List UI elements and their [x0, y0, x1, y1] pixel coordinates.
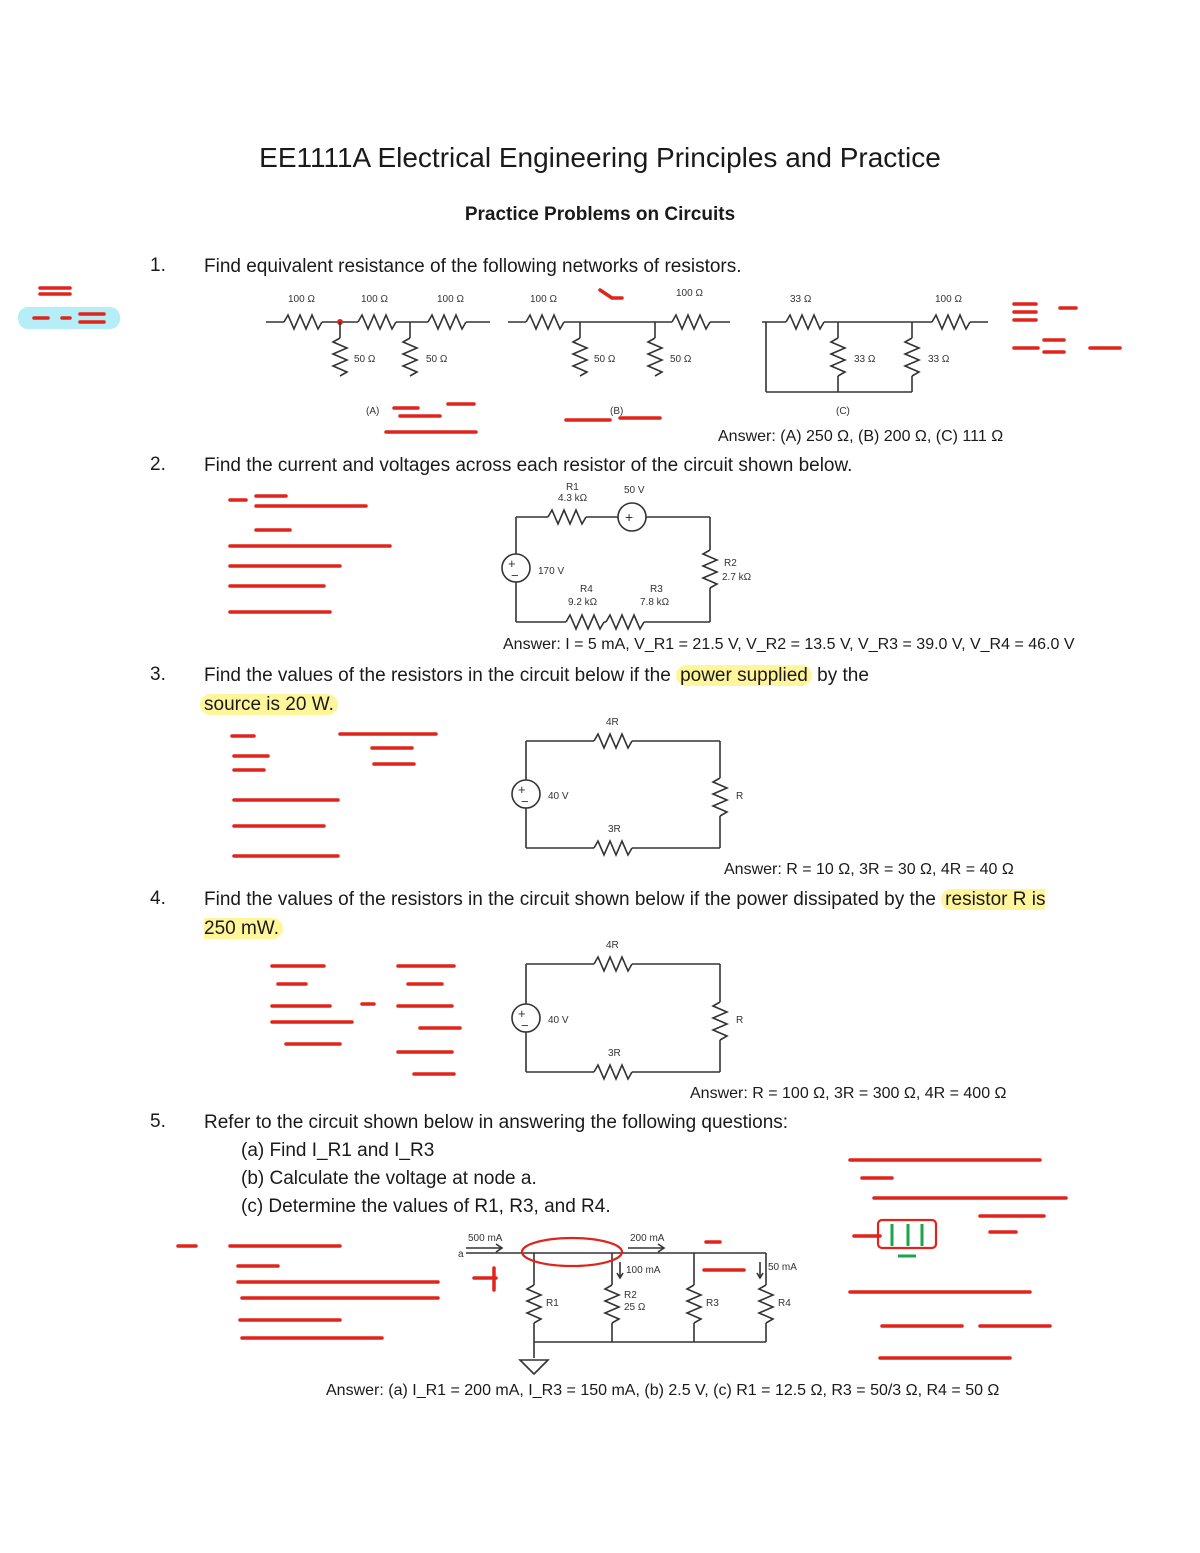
c2-r2-value: 2.7 kΩ: [722, 572, 752, 583]
c5-r3: R3: [706, 1298, 719, 1309]
c1a-r3: 100 Ω: [437, 294, 464, 305]
c5-node: a: [458, 1249, 464, 1260]
c1a-r5: 50 Ω: [426, 354, 448, 365]
c3-source: 40 V: [548, 791, 569, 802]
document-title: EE1111A Electrical Engineering Principles and Practice: [259, 142, 941, 173]
problem-4-text-before: Find the values of the resistors in the circuit shown below if the power dissipated by the: [204, 889, 936, 910]
c5-i-in: 500 mA: [468, 1233, 503, 1244]
problem-2-number: 2.: [150, 454, 166, 475]
c1c-r3: 33 Ω: [854, 354, 876, 365]
c2-r2-name: R2: [724, 558, 737, 569]
c2-r3-name: R3: [650, 584, 663, 595]
c1a-r2: 100 Ω: [361, 294, 388, 305]
circuit-2: [502, 482, 752, 629]
c3-bottom: 3R: [608, 824, 621, 835]
svg-text:+: +: [518, 1006, 526, 1021]
circuit-1c: [762, 294, 988, 417]
c1c-r4: 33 Ω: [928, 354, 950, 365]
svg-text:+: +: [508, 556, 516, 571]
c5-r1: R1: [546, 1298, 559, 1309]
c1b-r3: 50 Ω: [594, 354, 616, 365]
c1b-r1: 100 Ω: [530, 294, 557, 305]
c5-i-mid: 200 mA: [630, 1233, 665, 1244]
svg-text:−: −: [511, 568, 519, 583]
problem-1-number: 1.: [150, 255, 166, 276]
problem-5-answer: Answer: (a) I_R1 = 200 mA, I_R3 = 150 mA, (b) 2.5 V, (c) R1 = 12.5 Ω, R3 = 50/3 Ω, R4 = 50 Ω: [326, 1382, 1000, 1399]
c1a-r1: 100 Ω: [288, 294, 315, 305]
svg-text:−: −: [521, 794, 529, 809]
problem-5-sub-c: (c) Determine the values of R1, R3, and R4.: [241, 1196, 611, 1217]
svg-text:+: +: [625, 509, 634, 525]
c2-r1-name: R1: [566, 482, 579, 493]
c5-i-r4: 50 mA: [768, 1262, 797, 1273]
circuit-5: [458, 1233, 797, 1374]
problem-2-text: Find the current and voltages across each resistor of the circuit shown below.: [204, 455, 853, 476]
problem-2-answer: Answer: I = 5 mA, V_R1 = 21.5 V, V_R2 = 13.5 V, V_R3 = 39.0 V, V_R4 = 46.0 V: [503, 636, 1075, 653]
problem-3-highlight-power: power supplied: [676, 665, 812, 686]
c4-source: 40 V: [548, 1015, 569, 1026]
document-subtitle: Practice Problems on Circuits: [464, 204, 736, 225]
c2-source-top: 50 V: [624, 485, 645, 496]
problem-1-answer: Answer: (A) 250 Ω, (B) 200 Ω, (C) 111 Ω: [718, 428, 1004, 445]
c3-right: R: [736, 791, 744, 802]
problem-4-number: 4.: [150, 888, 166, 909]
circuit-3: [512, 717, 743, 855]
c4-top: 4R: [606, 940, 619, 951]
c5-r4: R4: [778, 1298, 791, 1309]
c2-r3-value: 7.8 kΩ: [640, 597, 670, 608]
problem-4-highlight-resistor: resistor R is 250 mW.: [204, 889, 1046, 939]
c2-r4-name: R4: [580, 584, 593, 595]
c5-i-r2: 100 mA: [626, 1265, 661, 1276]
c2-r1-value: 4.3 kΩ: [558, 493, 588, 504]
c1c-label: (C): [836, 406, 850, 417]
circuit-1b: [508, 288, 730, 417]
problem-3-answer: Answer: R = 10 Ω, 3R = 30 Ω, 4R = 40 Ω: [724, 861, 1014, 878]
c1c-r1: 33 Ω: [790, 294, 812, 305]
problem-3-text: [204, 661, 1054, 719]
svg-text:−: −: [521, 1018, 529, 1033]
problem-5-sub-b: (b) Calculate the voltage at node a.: [241, 1168, 537, 1189]
circuit-4: [512, 940, 743, 1079]
problem-3-text-mid: by the: [817, 665, 869, 686]
c2-source-left: 170 V: [538, 566, 565, 577]
c1b-r2: 100 Ω: [676, 288, 703, 299]
c4-bottom: 3R: [608, 1048, 621, 1059]
svg-text:+: +: [518, 782, 526, 797]
c1c-r2: 100 Ω: [935, 294, 962, 305]
c3-top: 4R: [606, 717, 619, 728]
c1a-label: (A): [366, 406, 380, 417]
c5-r2-value: 25 Ω: [624, 1302, 646, 1313]
problem-4-answer: Answer: R = 100 Ω, 3R = 300 Ω, 4R = 400 Ω: [690, 1085, 1007, 1102]
problem-3-highlight-source: source is 20 W.: [200, 694, 338, 715]
c2-r4-value: 9.2 kΩ: [568, 597, 598, 608]
c1b-r4: 50 Ω: [670, 354, 692, 365]
problem-5-sub-a: (a) Find I_R1 and I_R3: [241, 1140, 435, 1161]
problem-5-text: Refer to the circuit shown below in answering the following questions:: [204, 1112, 789, 1133]
problem-1-text: Find equivalent resistance of the following networks of resistors.: [204, 256, 742, 277]
problem-5-number: 5.: [150, 1111, 166, 1132]
problem-4-text: [204, 885, 1054, 943]
c5-r2: R2: [624, 1290, 637, 1301]
problem-3-text-before: Find the values of the resistors in the circuit below if the: [204, 665, 671, 686]
c4-right: R: [736, 1015, 744, 1026]
problem-3-number: 3.: [150, 664, 166, 685]
c1a-r4: 50 Ω: [354, 354, 376, 365]
c1b-label: (B): [610, 406, 624, 417]
circuit-1a: [266, 294, 490, 417]
